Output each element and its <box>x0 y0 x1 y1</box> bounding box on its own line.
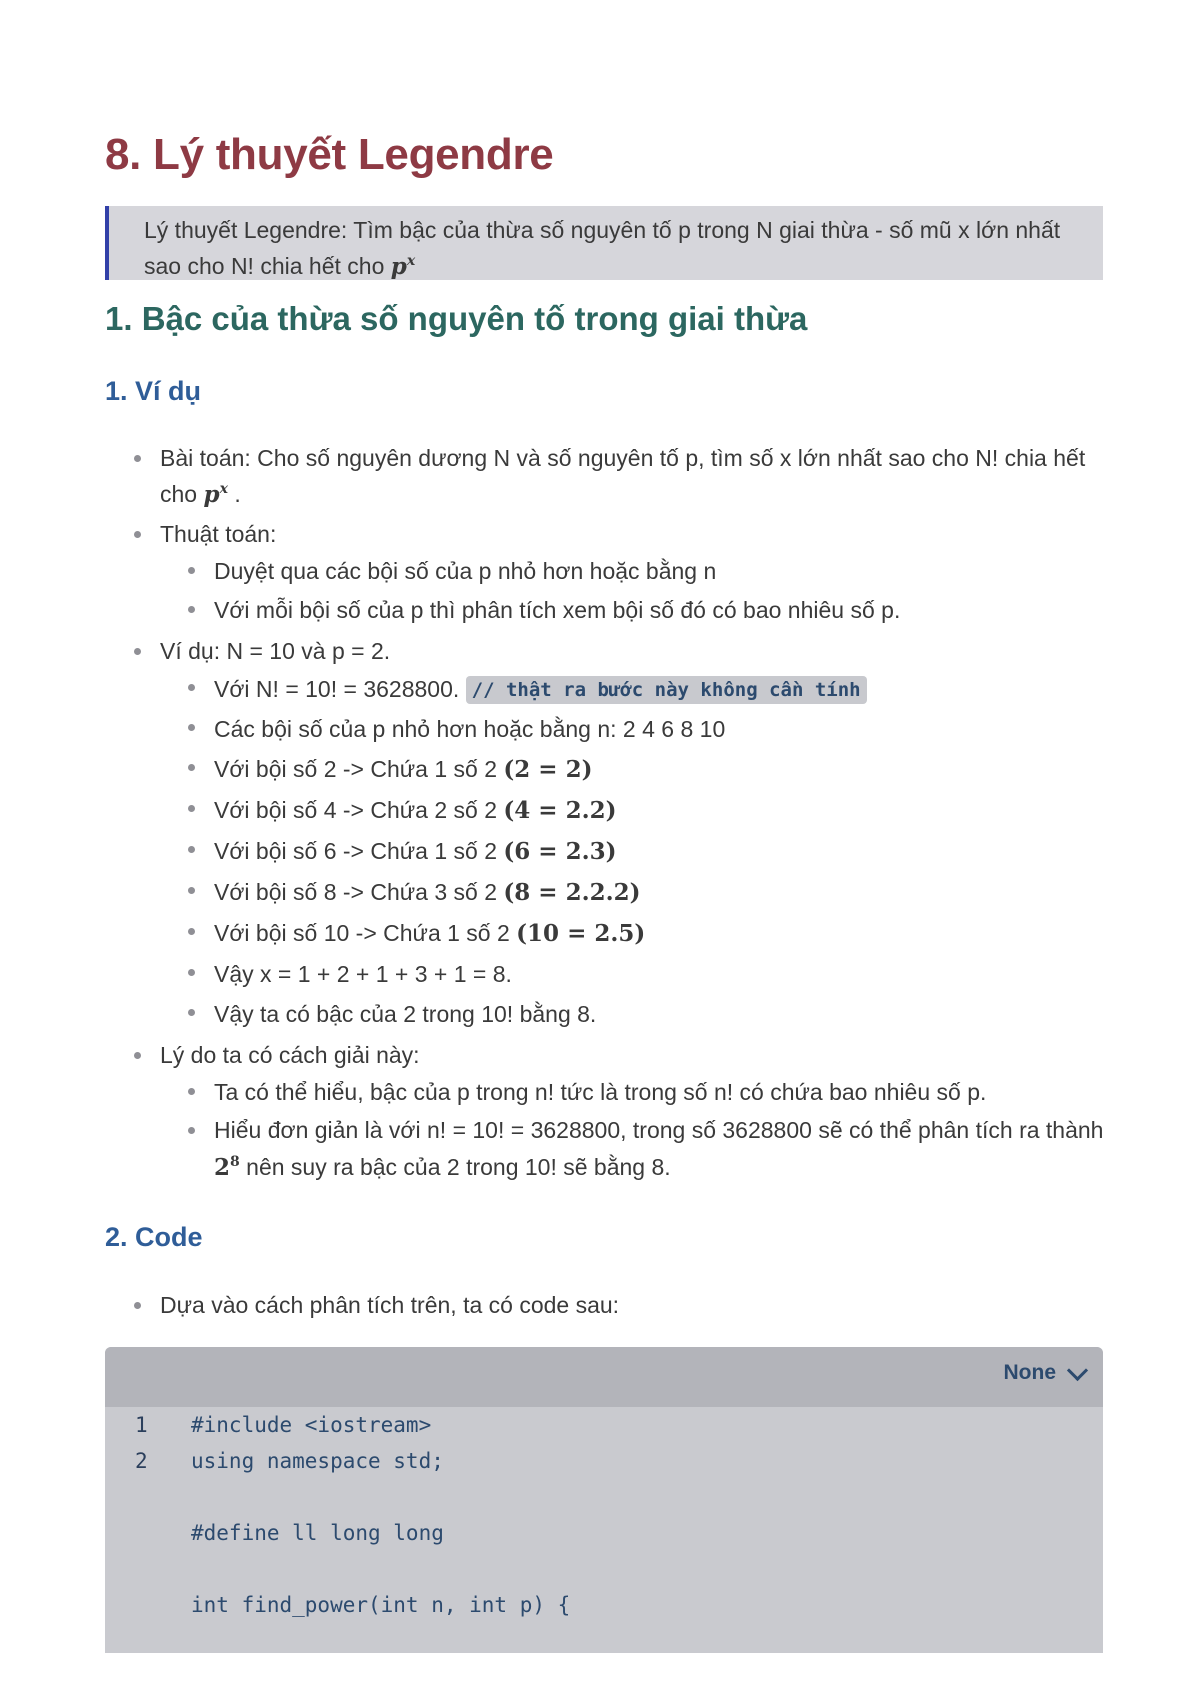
subsection-heading-example: 1. Ví dụ <box>105 376 202 406</box>
code-line <box>105 1551 1103 1587</box>
list-item: Duyệt qua các bội số của p nhỏ hơn hoặc bằng n <box>214 552 1164 591</box>
page-title: 8. Lý thuyết Legendre <box>105 130 554 179</box>
list-item: Dựa vào cách phân tích trên, ta có code sau: <box>160 1287 1110 1323</box>
callout-math: $p^x$ <box>390 253 416 280</box>
inline-code-comment: // thật ra bước này không cần tính <box>466 676 867 704</box>
list-item: Với bội số 6 -> Chứa 1 số 2 (6 = 2.3) <box>214 831 1164 872</box>
code-block-header <box>105 1347 1103 1407</box>
list-item: Với bội số 4 -> Chứa 2 số 2 (4 = 2.2) <box>214 790 1164 831</box>
code-line: #define ll long long <box>191 1521 444 1545</box>
language-select[interactable] <box>1004 1361 1086 1385</box>
list-item: Với bội số 10 -> Chứa 1 số 2 (10 = 2.5) <box>214 913 1164 954</box>
list-item: Các bội số của p nhỏ hơn hoặc bằng n: 2 4 6 8 10 <box>214 709 1164 749</box>
language-label: None <box>1003 1361 1056 1384</box>
list-item: Vậy x = 1 + 2 + 1 + 3 + 1 = 8. <box>214 954 1164 994</box>
example-list <box>160 440 1110 1186</box>
list-item-reason: Lý do ta có cách giải này: Ta có thể hiểu, bậc của p trong n! tức là trong số n! có chứa bao nhiêu số p. Hiểu đơn giản là với n! = 10! = 3628800, trong số 3628800 sẽ có thể phân tích ra thành $2^8$ nên suy ra bậc của 2 trong 10! sẽ bằng 8. <box>160 1037 1110 1186</box>
list-item-algorithm: Thuật toán: Duyệt qua các bội số của p nhỏ hơn hoặc bằng n Với mỗi bội số của p thì phân tích xem bội số đó có bao nhiêu số p. <box>160 516 1110 630</box>
section-heading: 1. Bậc của thừa số nguyên tố trong giai thừa <box>105 300 808 337</box>
callout-text: Lý thuyết Legendre: Tìm bậc của thừa số nguyên tố p trong N giai thừa - số mũ x lớn nhất sao cho N! chia hết cho <box>144 217 1061 279</box>
list-item: Ta có thể hiểu, bậc của p trong n! tức là trong số n! có chứa bao nhiêu số p. <box>214 1073 1110 1112</box>
callout-box <box>105 206 1103 280</box>
code-line: 2 using namespace std; <box>135 1449 444 1473</box>
list-item-problem: Bài toán: Cho số nguyên dương N và số nguyên tố p, tìm số x lớn nhất sao cho N! chia hết cho $p^x$ . <box>160 440 1110 513</box>
problem-math: $p^x$ <box>203 481 228 508</box>
list-item: Hiểu đơn giản là với n! = 10! = 3628800, trong số 3628800 sẽ có thể phân tích ra thành $2^8$ nên suy ra bậc của 2 trong 10! sẽ bằng 8. <box>214 1112 1110 1186</box>
code-block <box>105 1347 1103 1653</box>
reason-math: $2^8$ <box>214 1154 240 1181</box>
code-intro-list <box>160 1287 1110 1323</box>
list-item: Với mỗi bội số của p thì phân tích xem bội số đó có bao nhiêu số p. <box>214 591 1164 630</box>
code-line: 1 #include <iostream> <box>135 1413 432 1437</box>
list-item: Với N! = 10! = 3628800. // thật ra bước này không cần tính <box>214 669 1164 709</box>
list-item: Với bội số 8 -> Chứa 3 số 2 (8 = 2.2.2) <box>214 872 1164 913</box>
list-item: Vậy ta có bậc của 2 trong 10! bằng 8. <box>214 994 1164 1034</box>
subsection-heading-code: 2. Code <box>105 1222 203 1252</box>
chevron-down-icon <box>1067 1359 1088 1380</box>
list-item: Với bội số 2 -> Chứa 1 số 2 (2 = 2) <box>214 749 1164 790</box>
list-item-example: Ví dụ: N = 10 và p = 2. Với N! = 10! = 3628800. // thật ra bước này không cần tính Các bội số của p nhỏ hơn hoặc bằng n: 2 4 6 8 10 Với bội số 2 -> Chứa 1 số 2 (2 = 2) Với bội số 4 -> Chứa 2 số 2 (4 = 2.2) Với bội số 6 -> Chứa 1 số 2 (6 = 2.3) Với bội số 8 -> Chứa 3 số 2 (8 = 2.2.2) Với bội số 10 -> Chứa 1 số 2 (10 = 2.5) Vậy x = 1 + 2 + 1 + 3 + 1 = 8. Vậy ta có bậc của 2 trong 10! bằng 8. <box>160 633 1110 1034</box>
code-line <box>105 1479 1103 1515</box>
algorithm-steps <box>214 552 1164 630</box>
code-line: int find_power(int n, int p) { <box>191 1593 571 1617</box>
example-steps <box>214 669 1164 1034</box>
reason-steps <box>214 1073 1110 1186</box>
